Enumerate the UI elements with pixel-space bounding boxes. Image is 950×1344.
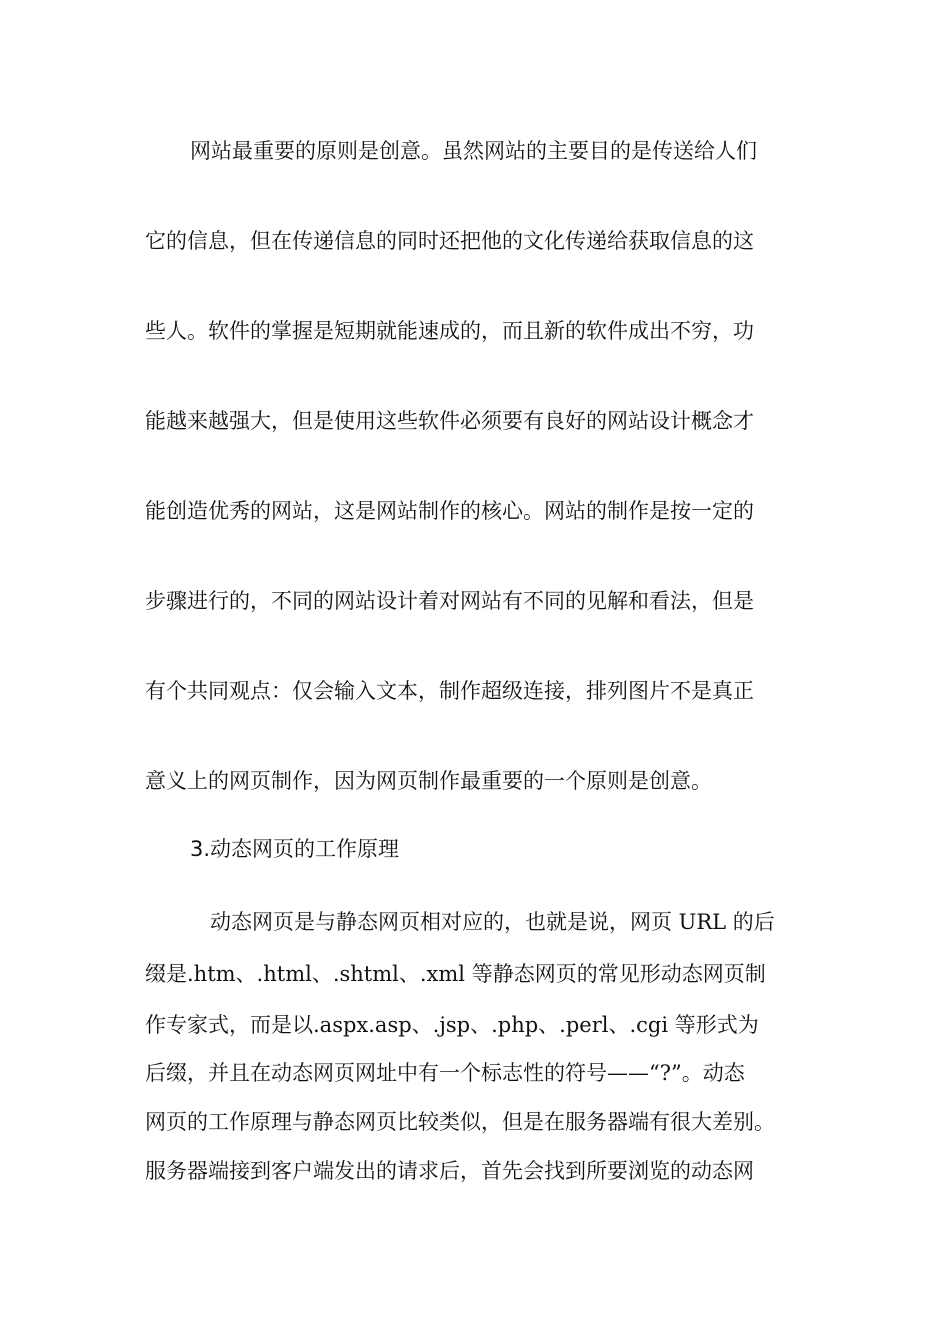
text-line: 网页的工作原理与静态网页比较类似，但是在服务器端有很大差别。 (145, 1110, 775, 1134)
text-line: 网站最重要的原则是创意。虽然网站的主要目的是传送给人们 (190, 139, 757, 163)
text-line: 后缀，并且在动态网页网址中有一个标志性的符号——“?”。动态 (145, 1061, 745, 1085)
text-line: 步骤进行的，不同的网站设计着对网站有不同的见解和看法，但是 (145, 589, 754, 613)
text-line: 它的信息，但在传递信息的同时还把他的文化传递给获取信息的这 (145, 229, 754, 253)
text-line: 些人。软件的掌握是短期就能速成的，而且新的软件成出不穷，功 (145, 319, 754, 343)
text-line: 能越来越强大，但是使用这些软件必须要有良好的网站设计概念才 (145, 409, 754, 433)
section-heading: 3.动态网页的工作原理 (190, 837, 400, 861)
text-line: 缀是.htm、.html、.shtml、.xml 等静态网页的常见形动态网页制 (145, 962, 766, 986)
text-line: 意义上的网页制作，因为网页制作最重要的一个原则是创意。 (145, 769, 712, 793)
text-line: 作专家式，而是以.aspx.asp、.jsp、.php、.perl、.cgi 等形式为 (145, 1013, 759, 1037)
text-line: 能创造优秀的网站，这是网站制作的核心。网站的制作是按一定的 (145, 499, 754, 523)
text-line: 动态网页是与静态网页相对应的，也就是说，网页 URL 的后 (210, 910, 775, 934)
text-line: 服务器端接到客户端发出的请求后，首先会找到所要浏览的动态网 (145, 1159, 754, 1183)
text-line: 有个共同观点：仅会输入文本，制作超级连接，排列图片不是真正 (145, 679, 754, 703)
